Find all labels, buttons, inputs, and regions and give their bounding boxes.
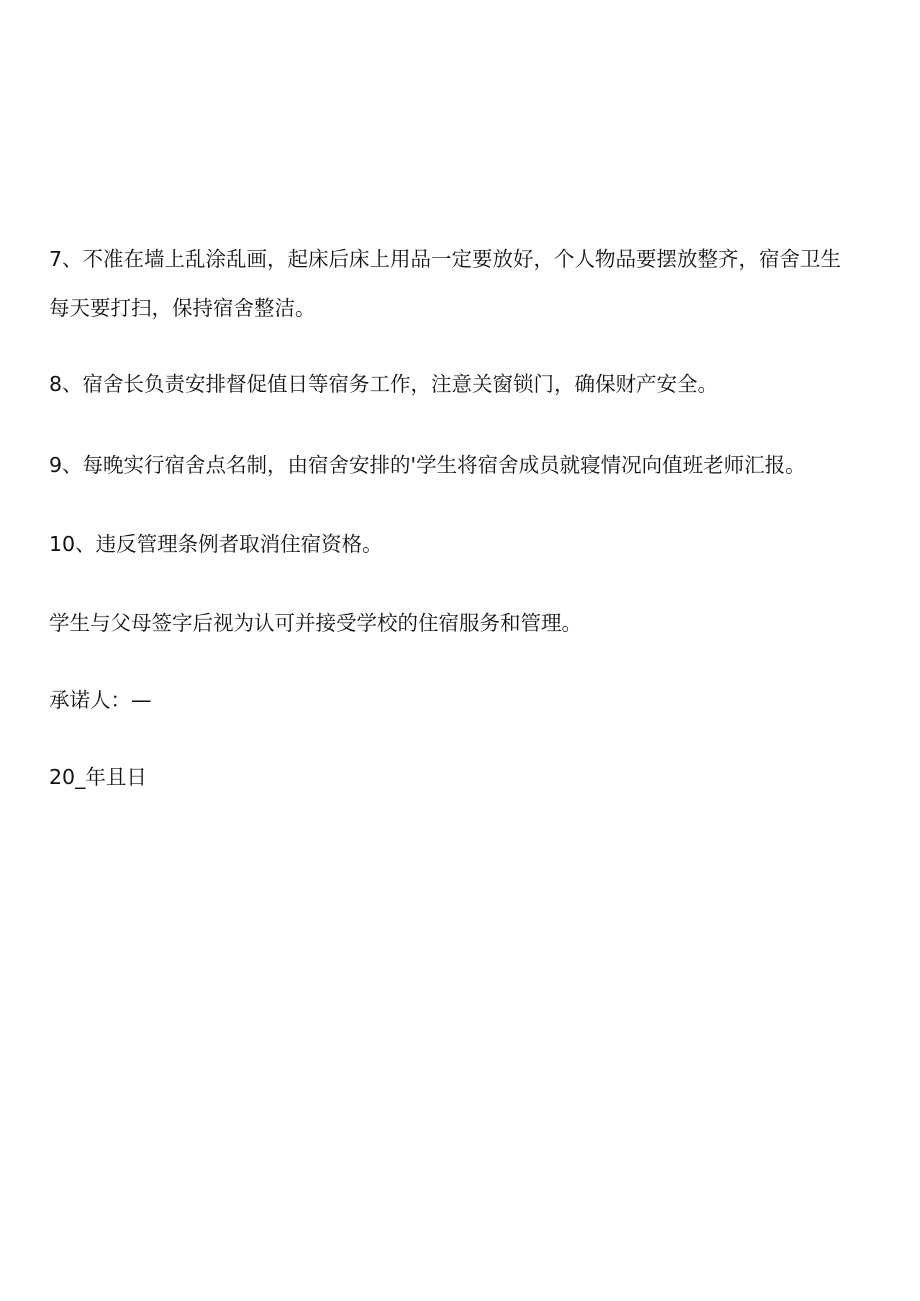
rule-9-paragraph: 9、每晚实行宿舍点名制，由宿舍安排的'学生将宿舍成员就寝情况向值班老师汇报。 [49, 453, 806, 477]
rule-8-paragraph: 8、宿舍长负责安排督促值日等宿务工作，注意关窗锁门，确保财产安全。 [49, 372, 719, 396]
rule-10-paragraph: 10、违反管理条例者取消住宿资格。 [49, 532, 383, 556]
consent-statement: 学生与父母签字后视为认可并接受学校的住宿服务和管理。 [49, 611, 582, 635]
rule-7-paragraph: 7、不准在墙上乱涂乱画，起床后床上用品一定要放好，个人物品要摆放整齐，宿舍卫生每天要打扫，保持宿舍整洁。 [49, 247, 842, 320]
signatory-line: 承诺人：— [49, 688, 152, 712]
date-line: 20_年且日 [49, 765, 147, 789]
